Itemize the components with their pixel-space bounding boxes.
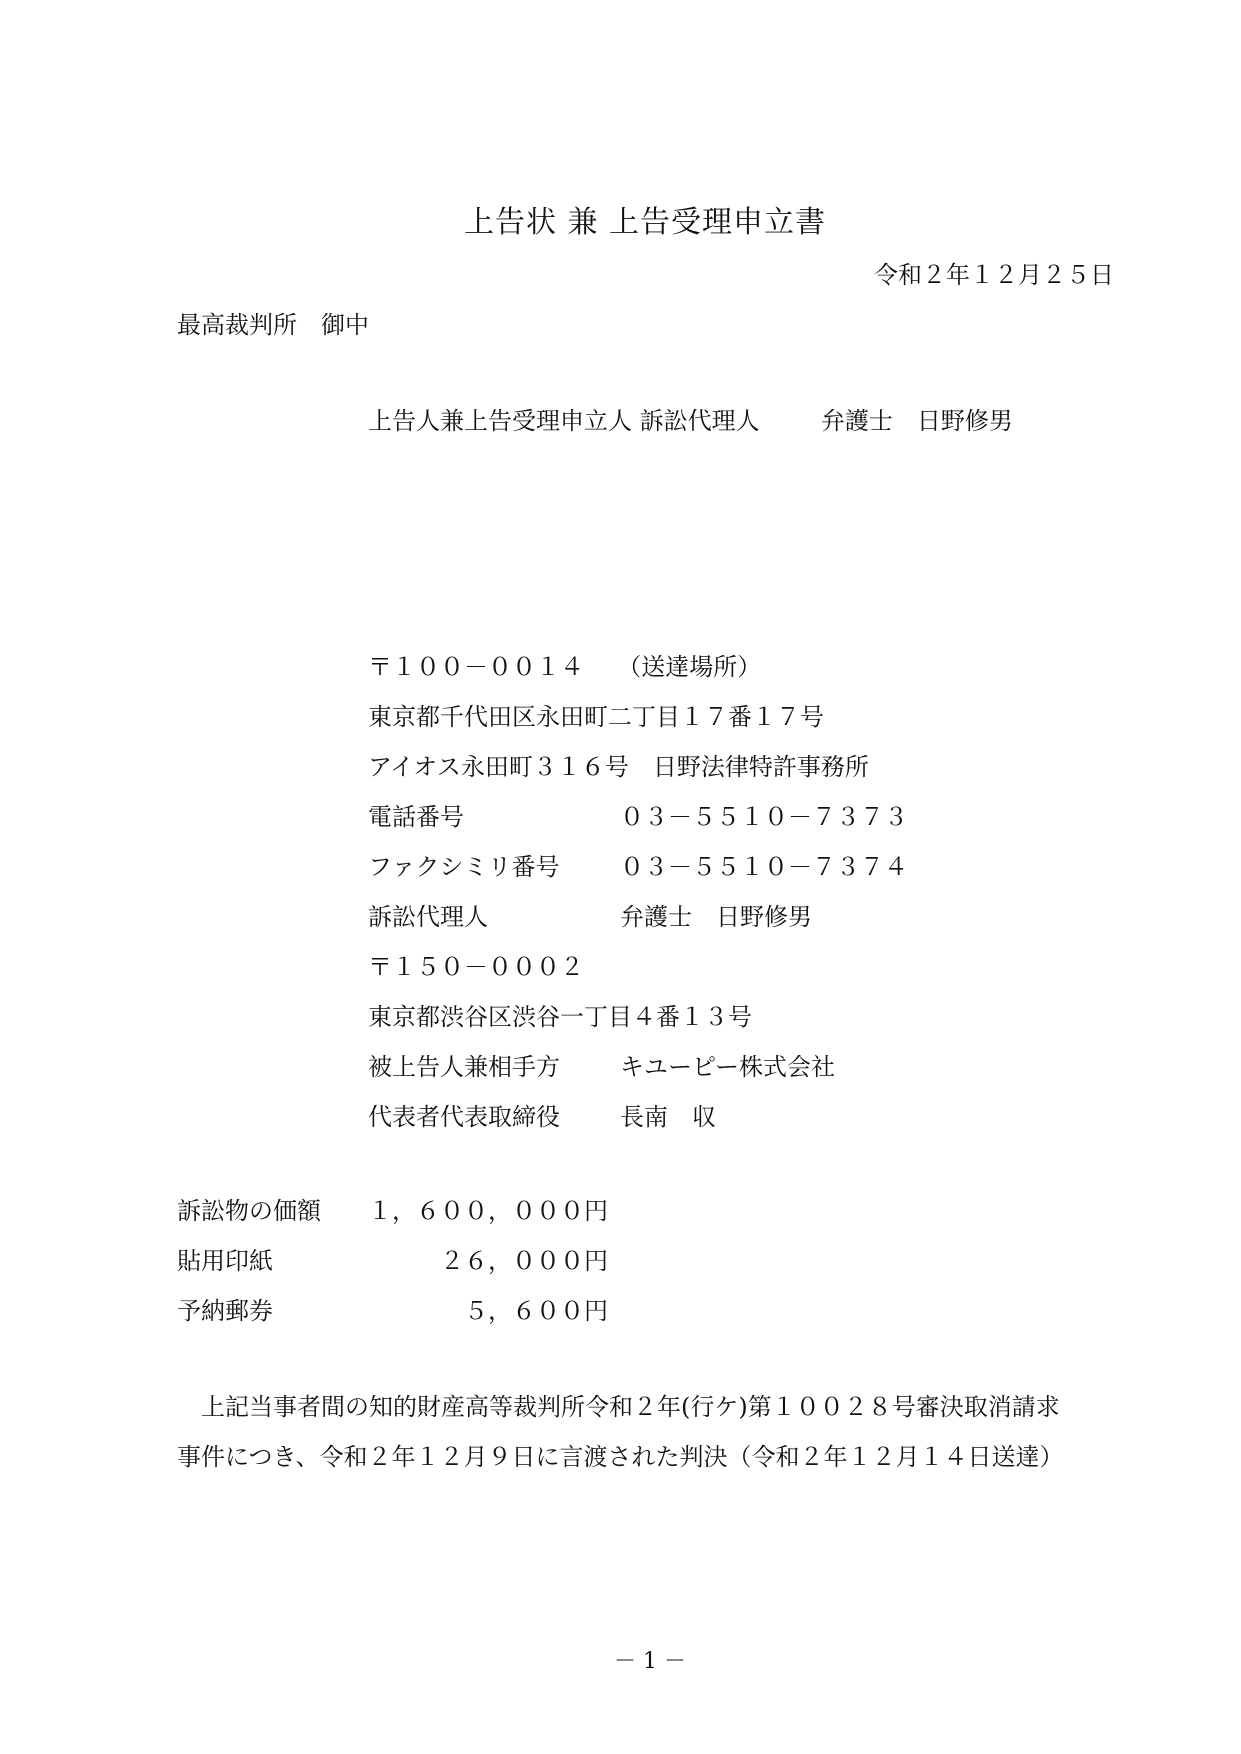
phone-value: ０３－５５１０－７３７３ (620, 803, 908, 831)
agent-row (368, 902, 968, 932)
phone-label: 電話番号 (368, 803, 464, 831)
fee-row (177, 1246, 617, 1276)
fax-value: ０３－５５１０－７３７４ (620, 853, 908, 881)
appellant-attorney-line (368, 406, 1013, 436)
respondent-rep-value: 長南 収 (620, 1103, 716, 1131)
agent-label: 訴訟代理人 (368, 903, 488, 931)
respondent-party-row (368, 1052, 968, 1082)
fee-label: 予納郵券 (177, 1297, 273, 1325)
appellant-role: 上告人兼上告受理申立人 訴訟代理人 (368, 407, 760, 435)
appellant-attorney: 弁護士 日野修男 (820, 407, 1013, 435)
body-text-line: 事件につき、令和２年１２月９日に言渡された判決（令和２年１２月１４日送達） (177, 1443, 1064, 1471)
document-title: 上告状 兼 上告受理申立書 (463, 205, 827, 240)
respondent-postal-code: 〒１５０－０００２ (368, 953, 584, 981)
fee-value: ５，６００円 (464, 1297, 608, 1325)
respondent-party-value: キユーピー株式会社 (620, 1053, 836, 1081)
service-address-line1: 東京都千代田区永田町二丁目１７番１７号 (368, 703, 824, 731)
fee-row (177, 1196, 617, 1226)
phone-row (368, 802, 968, 832)
page-number: － 1 － (614, 1649, 686, 1674)
service-note: （送達場所） (617, 653, 762, 681)
fee-value: ２６，０００円 (440, 1247, 608, 1275)
service-address-line2: アイオス永田町３１６号 日野法律特許事務所 (368, 753, 869, 781)
service-postal-code: 〒１００－００１４ (368, 653, 584, 681)
respondent-rep-label: 代表者代表取締役 (368, 1103, 560, 1131)
body-text-line: 上記当事者間の知的財産高等裁判所令和２年(行ケ)第１００２８号審決取消請求 (177, 1393, 1060, 1421)
fee-value: １，６００，０００円 (368, 1197, 608, 1225)
fee-label: 貼用印紙 (177, 1247, 273, 1275)
respondent-rep-row (368, 1102, 968, 1132)
respondent-address: 東京都渋谷区渋谷一丁目４番１３号 (368, 1003, 752, 1031)
fee-row (177, 1296, 617, 1326)
agent-value: 弁護士 日野修男 (620, 903, 812, 931)
respondent-party-label: 被上告人兼相手方 (368, 1053, 560, 1081)
filing-date: 令和２年１２月２５日 (874, 261, 1114, 289)
fee-label: 訴訟物の価額 (177, 1197, 321, 1225)
fax-row (368, 852, 968, 882)
court-addressee: 最高裁判所 御中 (177, 311, 369, 339)
service-postal-row (368, 652, 761, 682)
fax-label: ファクシミリ番号 (368, 853, 560, 881)
